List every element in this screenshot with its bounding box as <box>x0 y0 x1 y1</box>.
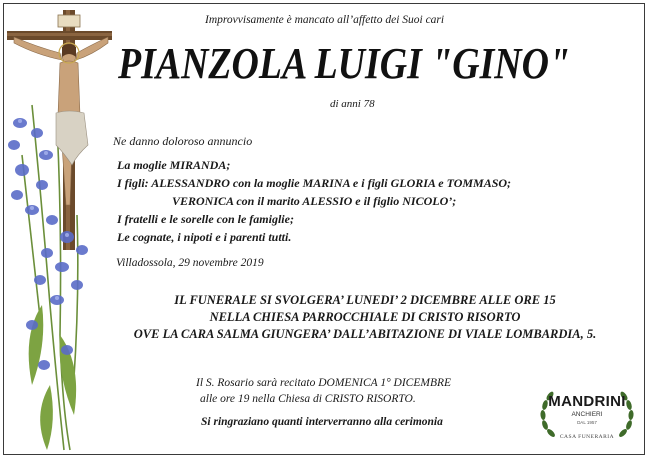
family-line: VERONICA con il marito ALESSIO e il figlio NICOLO’; <box>172 194 457 208</box>
rosary-line: alle ore 19 nella Chiesa di CRISTO RISORTO. <box>200 393 416 405</box>
family-line: I fratelli e le sorelle con le famiglie; <box>117 212 294 226</box>
age-line: di anni 78 <box>330 98 375 110</box>
funeral-line: NELLA CHIESA PARROCCHIALE DI CRISTO RISORTO <box>209 310 521 324</box>
deceased-name: PIANZOLA LUIGI "GINO" <box>118 39 570 88</box>
logo-year: DAL 1957 <box>577 420 597 425</box>
family-line: La moglie MIRANDA; <box>117 158 231 172</box>
announce-line: Ne danno doloroso annuncio <box>113 134 253 148</box>
thanks-line: Si ringraziano quanti interverranno alla cerimonia <box>201 416 443 428</box>
rosary-line: Il S. Rosario sarà recitato DOMENICA 1° DICEMBRE <box>196 377 452 389</box>
family-list <box>117 156 511 246</box>
funeral-line: OVE LA CARA SALMA GIUNGERA’ DALL’ABITAZIONE DI VIALE LOMBARDIA, 5. <box>133 327 597 341</box>
funeral-home-logo <box>537 385 637 445</box>
funeral-line: IL FUNERALE SI SVOLGERA’ LUNEDI’ 2 DICEMBRE ALLE ORE 15 <box>174 293 556 307</box>
funeral-info <box>95 292 635 343</box>
rosary-info <box>196 375 451 407</box>
logo-brand: MANDRINI <box>548 393 626 410</box>
family-line: I figli: ALESSANDRO con la moglie MARINA e i figli GLORIA e TOMMASO; <box>117 176 512 190</box>
logo-sub: ANCHIERI <box>571 411 603 418</box>
place-date: Villadossola, 29 novembre 2019 <box>116 257 264 269</box>
intro-line: Improvvisamente è mancato all’affetto dei Suoi cari <box>205 14 445 26</box>
crucifix-illustration <box>2 5 112 455</box>
family-line: Le cognate, i nipoti e i parenti tutti. <box>117 230 292 244</box>
logo-tag: CASA FUNERARIA <box>559 434 615 440</box>
